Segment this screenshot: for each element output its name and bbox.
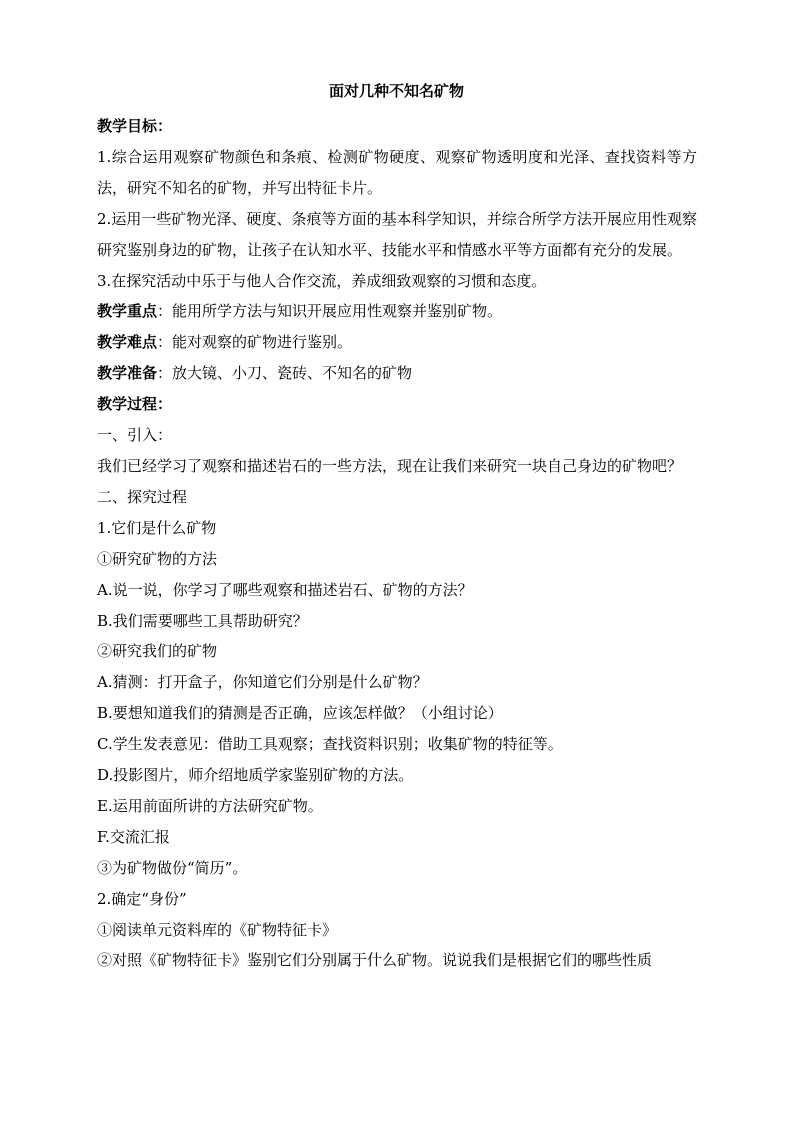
process-line: ①研究矿物的方法 <box>97 549 218 568</box>
process-line: D.投影图片，师介绍地质学家鉴别矿物的方法。 <box>97 766 414 785</box>
process-line: ②研究我们的矿物 <box>97 642 218 661</box>
process-line: ①阅读单元资料库的《矿物特征卡》 <box>97 920 338 939</box>
process-line: F.交流汇报 <box>97 827 170 846</box>
document-title: 面对几种不知名矿物 <box>328 82 464 100</box>
process-line: 2.确定“身份” <box>97 889 187 908</box>
key-point-label: 教学重点 <box>97 302 158 321</box>
process-line: B.要想知道我们的猜测是否正确，应该怎样做？（小组讨论） <box>97 704 503 723</box>
difficulty-label: 教学难点 <box>97 333 158 352</box>
process-line: A.猜测：打开盒子，你知道它们分别是什么矿物？ <box>97 673 428 692</box>
preparation-paragraph <box>97 358 697 389</box>
preparation-label: 教学准备 <box>97 364 158 383</box>
goal-item-3: 3.在探究活动中乐于与他人合作交流，养成细致观察的习惯和态度。 <box>97 271 547 290</box>
key-point-text: ：能用所学方法与知识开展应用性观察并鉴别矿物。 <box>157 302 503 321</box>
process-line: A.说一说，你学习了哪些观察和描述岩石、矿物的方法？ <box>97 580 473 599</box>
goal-item-2: 2.运用一些矿物光泽、硬度、条痕等方面的基本科学知识，并综合所学方法开展应用性观察研究鉴别身边的矿物，让孩子在认知水平、技能水平和情感水平等方面都有充分的发展。 <box>97 209 697 259</box>
process-line: ③为矿物做份“简历”。 <box>97 858 248 877</box>
process-line: 1.它们是什么矿物 <box>97 518 217 537</box>
process-line: 二、探究过程 <box>97 487 188 506</box>
goal-item-1: 1.综合运用观察矿物颜色和条痕、检测矿物硬度、观察矿物透明度和光泽、查找资料等方法，研究不知名的矿物，并写出特征卡片。 <box>97 147 697 197</box>
difficulty-paragraph <box>97 327 697 358</box>
process-line: 一、引入： <box>97 426 173 445</box>
process-line: B.我们需要哪些工具帮助研究？ <box>97 611 308 630</box>
goals-heading: 教学目标： <box>97 117 173 135</box>
process-line: 我们已经学习了观察和描述岩石的一些方法，现在让我们来研究一块自己身边的矿物吧？ <box>97 456 683 475</box>
preparation-text: ：放大镜、小刀、瓷砖、不知名的矿物 <box>157 364 413 383</box>
difficulty-text: ：能对观察的矿物进行鉴别。 <box>157 333 353 352</box>
process-line: ②对照《矿物特征卡》鉴别它们分别属于什么矿物。说说我们是根据它们的哪些性质 <box>97 951 653 970</box>
process-line: E.运用前面所讲的方法研究矿物。 <box>97 796 323 815</box>
document-body <box>97 111 697 976</box>
process-heading: 教学过程： <box>97 395 173 414</box>
process-line: C.学生发表意见：借助工具观察；查找资料识别；收集矿物的特征等。 <box>97 735 563 754</box>
key-point-paragraph <box>97 296 697 327</box>
